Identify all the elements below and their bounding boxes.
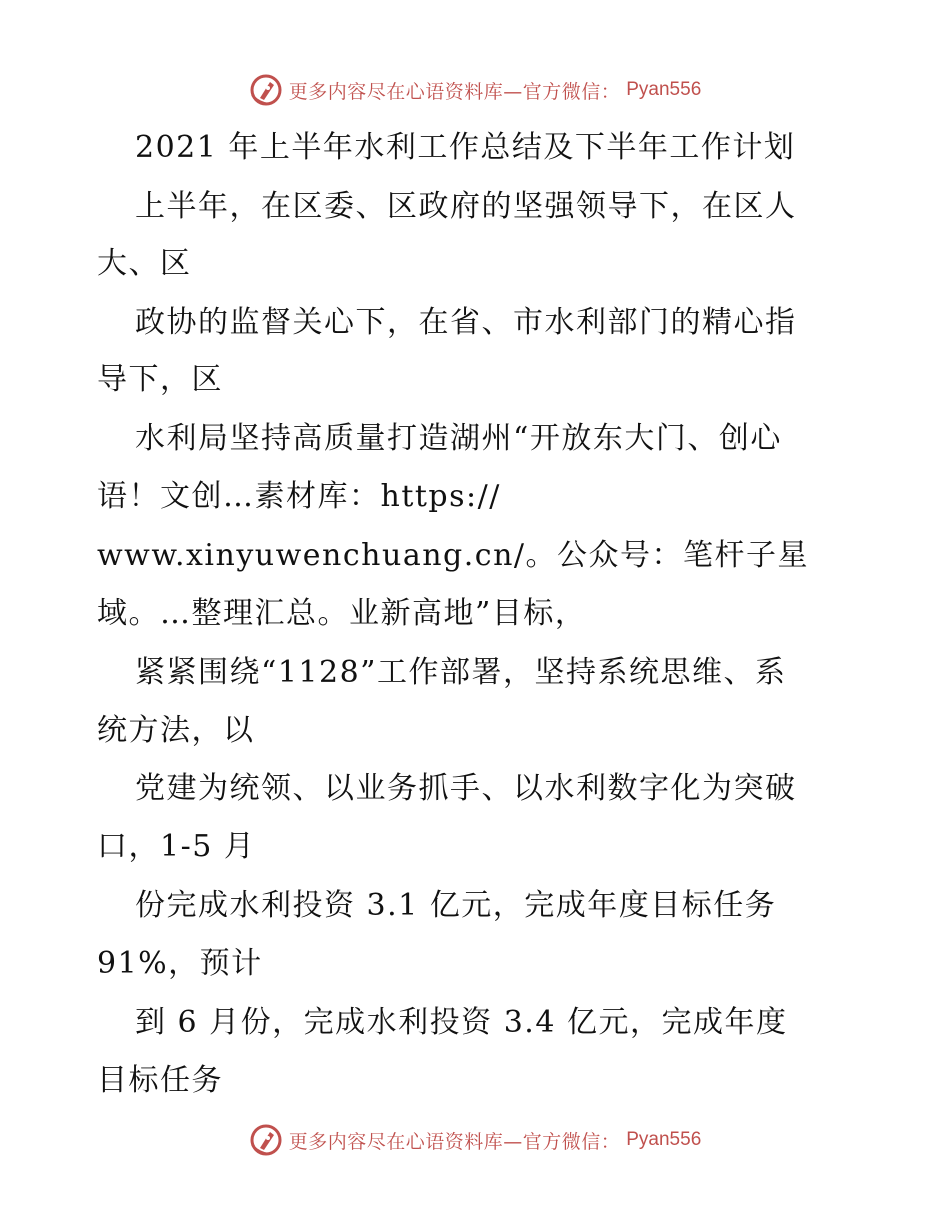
header-banner bbox=[0, 70, 950, 110]
banner-wechat-id: Pyan556 bbox=[626, 1129, 702, 1150]
doc-line: 份完成水利投资 3.1 亿元，完成年度目标任务 bbox=[135, 888, 777, 923]
doc-line: 口，1-5 月 bbox=[97, 829, 256, 864]
doc-line: 语！文创…素材库：https:// bbox=[97, 479, 501, 514]
footer-banner bbox=[0, 1120, 950, 1160]
banner-wechat-id: Pyan556 bbox=[626, 79, 702, 100]
doc-line: 统方法，以 bbox=[97, 713, 255, 748]
doc-line: 政协的监督关心下，在省、市水利部门的精心指 bbox=[135, 305, 797, 340]
doc-line: 91%，预计 bbox=[97, 946, 263, 981]
doc-line: 目标任务 bbox=[97, 1063, 223, 1098]
doc-line: www.xinyuwenchuang.cn/。公众号：笔杆子星 bbox=[97, 538, 809, 573]
doc-line: 到 6 月份，完成水利投资 3.4 亿元，完成年度 bbox=[135, 1005, 788, 1040]
doc-line: 大、区 bbox=[97, 246, 192, 281]
doc-line: 域。…整理汇总。业新高地”目标， bbox=[97, 596, 587, 631]
doc-line: 水利局坚持高质量打造湖州“开放东大门、创心 bbox=[135, 421, 782, 456]
doc-line: 紧紧围绕“1128”工作部署，坚持系统思维、系 bbox=[135, 655, 787, 690]
doc-title: 2021 年上半年水利工作总结及下半年工作计划 bbox=[135, 130, 796, 165]
doc-line: 党建为统领、以业务抓手、以水利数字化为突破 bbox=[135, 771, 797, 806]
doc-line: 上半年，在区委、区政府的坚强领导下，在区人 bbox=[135, 189, 797, 224]
pen-nib-circle-icon bbox=[249, 73, 283, 107]
doc-line: 导下，区 bbox=[97, 362, 223, 397]
banner-text: 更多内容尽在心语资料库—官方微信： bbox=[288, 80, 621, 103]
pen-nib-circle-icon bbox=[249, 1123, 283, 1157]
banner-text: 更多内容尽在心语资料库—官方微信： bbox=[288, 1130, 621, 1153]
